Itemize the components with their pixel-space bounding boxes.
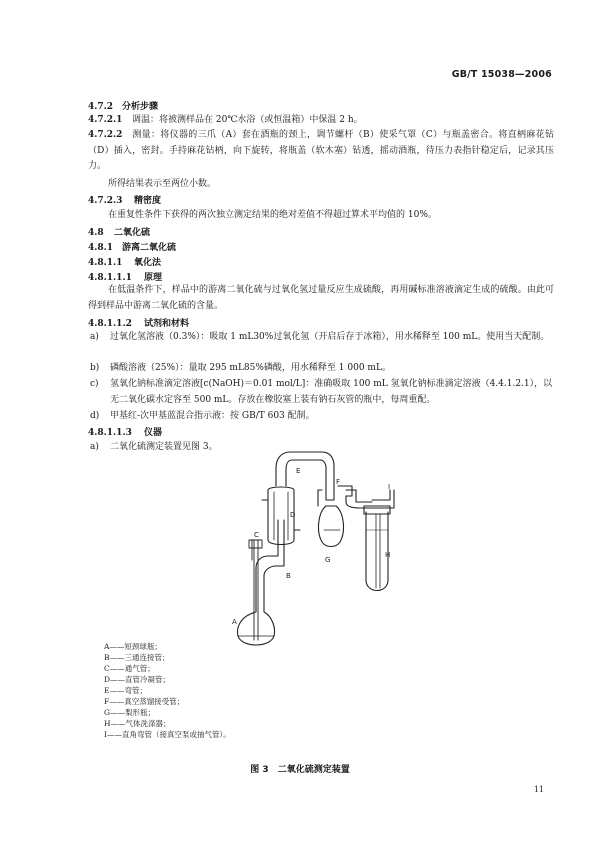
legend-item: B——三通连接管； (104, 653, 170, 662)
paragraph-text: 测量：将仪器的三爪（A）套在酒瓶的颈上，调节螺杆（B）使采气罩（C）与瓶盖密合。将直柄麻花钻（D）插入，密封。手持麻花钻柄，向下旋转，将瓶盖（软木塞）钻透，摇动酒瓶，待压力表指针稳定后，记录其压力。 (88, 130, 554, 171)
item-text: 磷酸溶液（25%）：量取 295 mL85%磷酸，用水稀释至 1 000 mL。 (110, 363, 391, 373)
section-number: 4.7.2.2 (88, 130, 123, 140)
right-angle-tube-i (372, 490, 394, 508)
legend-item: E——弯管； (104, 686, 147, 695)
section-title: 分析步骤 (122, 102, 159, 112)
section-title: 游离二氧化硫 (122, 243, 177, 253)
mark-g: G (325, 556, 331, 564)
page-number: 11 (533, 785, 544, 794)
pear-bottle-g (319, 506, 344, 547)
result-note: 所得结果表示至两位小数。 (108, 179, 217, 189)
figure-legend (104, 641, 231, 740)
mark-e: E (296, 467, 301, 475)
section-title: 氧化法 (134, 258, 162, 268)
section-title: 试剂和材料 (144, 319, 190, 329)
legend-item: D——直管冷凝管； (104, 675, 171, 684)
item-text: 甲基红-次甲基蓝混合指示液：按 GB/T 603 配制。 (110, 411, 315, 421)
section-number: 4.8.1.1.3 (88, 428, 132, 438)
mark-f: F (336, 478, 341, 486)
mark-a: A (232, 618, 237, 626)
legend-item: C——通气管； (104, 664, 155, 673)
item-label: b) (90, 363, 100, 373)
principle-text: 在低温条件下，样品中的游离二氧化硫与过氧化氢过量反应生成硫酸，再用碱标准溶液滴定生成的硫酸。由此可得到样品中游离二氧化硫的含量。 (88, 285, 554, 311)
item-text: 二氧化硫测定装置见图 3。 (110, 442, 218, 452)
item-label: a) (90, 442, 99, 452)
legend-item: A——短颈球瓶； (104, 642, 162, 651)
item-text: 过氧化氢溶液（0.3%）：吸取 1 mL30%过氧化氢（开启后存于冰箱），用水稀释至 100 mL。使用当天配制。 (110, 332, 550, 342)
section-title: 原理 (144, 273, 163, 283)
section-number: 4.8 (88, 228, 104, 238)
section-number: 4.8.1.1 (88, 258, 123, 268)
precision-text: 在重复性条件下获得的两次独立测定结果的绝对差值不得超过算术平均值的 10%。 (108, 210, 437, 220)
receiver-f (326, 480, 334, 500)
section-number: 4.7.2 (88, 102, 114, 112)
section-number: 4.7.2.3 (88, 196, 123, 206)
item-label: d) (90, 411, 100, 421)
gas-tube-c (252, 540, 258, 640)
section-number: 4.8.1.1.2 (88, 319, 132, 329)
legend-item: I——直角弯管（接真空泵或抽气管）。 (104, 730, 231, 739)
legend-item: G——梨形瓶； (104, 708, 155, 717)
mark-c: C (254, 531, 259, 539)
section-number: 4.7.2.1 (88, 115, 123, 125)
mark-d: D (290, 511, 296, 519)
section-title: 仪器 (144, 428, 163, 438)
legend-item: H——气体洗涤器； (104, 719, 171, 728)
legend-item: F——真空蒸馏接受管； (104, 697, 185, 706)
item-label: a) (90, 332, 99, 342)
item-text: 氢氧化钠标准滴定溶液[c(NaOH)＝0.01 mol/L]：准确吸取 100 mL 氢氧化钠标准滴定溶液（4.4.1.2.1），以无二氧化碳水定容至 500 mL。存放在橡胶塞上装有钠石灰管的瓶中，每周重配。 (110, 379, 553, 405)
item-label: c) (90, 379, 99, 389)
standard-code: GB/T 15038—2006 (451, 69, 552, 80)
paragraph-text: 调温：将被测样品在 20℃水浴（或恒温箱）中保温 2 h。 (132, 115, 363, 125)
section-title: 精密度 (134, 196, 162, 206)
flask-a (238, 598, 275, 645)
bend-tube-e (276, 452, 334, 480)
section-number: 4.8.1.1.1 (88, 273, 132, 283)
three-way-tube-b (256, 532, 284, 598)
section-title: 二氧化硫 (114, 228, 151, 238)
mark-h: H (385, 551, 391, 559)
mark-i: I (388, 483, 391, 491)
mark-b: B (286, 572, 291, 580)
section-number: 4.8.1 (88, 243, 114, 253)
figure-caption: 图 3 二氧化硫测定装置 (250, 765, 350, 775)
